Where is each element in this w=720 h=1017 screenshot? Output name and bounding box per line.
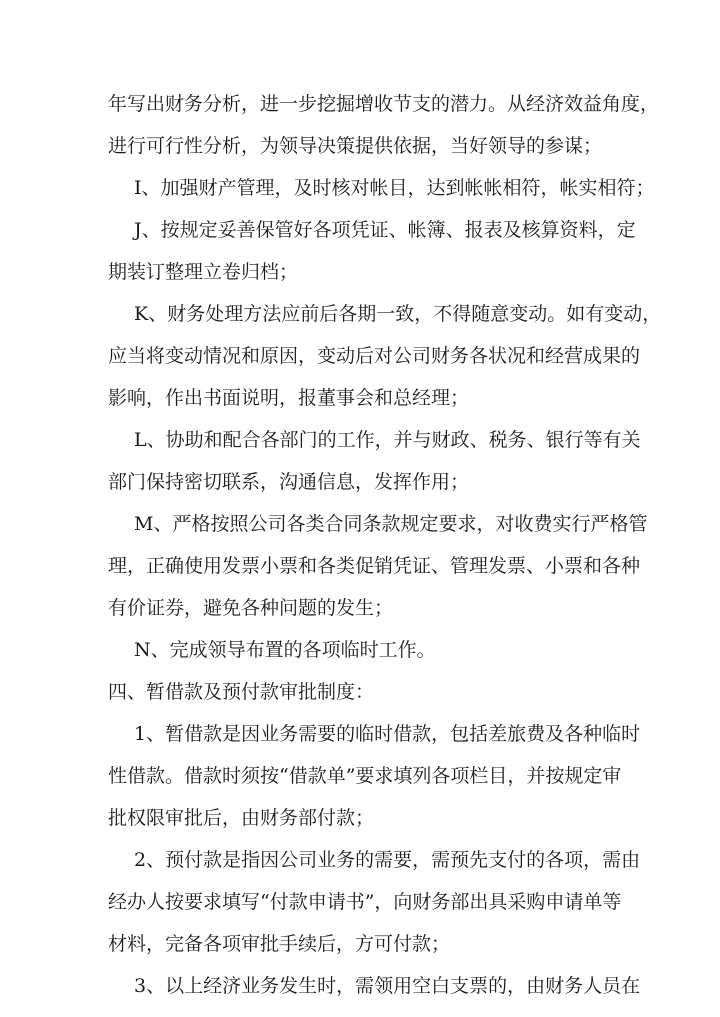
paragraph-k: K、财务处理方法应前后各期一致，不得随意变动。如有变动，: [134, 303, 662, 325]
paragraph-m: M、严格按照公司各类合同条款规定要求，对收费实行严格管: [134, 513, 648, 535]
text-line: 影响，作出书面说明，报董事会和总经理；: [108, 387, 470, 409]
text-line: 有价证券，避免各种问题的发生；: [108, 597, 394, 619]
paragraph-n: N、完成领导布置的各项临时工作。: [134, 639, 436, 661]
text-line: 批权限审批后，由财务部付款；: [108, 807, 375, 829]
paragraph-j: J、按规定妥善保管好各项凭证、帐簿、报表及核算资料，定: [134, 219, 636, 241]
text-line: 应当将变动情况和原因，变动后对公司财务各状况和经营成果的: [108, 345, 641, 367]
paragraph-2: 2、预付款是指因公司业务的需要，需预先支付的各项，需由: [134, 849, 641, 871]
text-line: 性借款。借款时须按“借款单”要求填列各项栏目，并按规定审: [108, 765, 622, 787]
text-line: 理，正确使用发票小票和各类促销凭证、管理发票、小票和各种: [108, 555, 641, 577]
text-line: 期装订整理立卷归档；: [108, 261, 299, 283]
text-line: 进行可行性分析，为领导决策提供依据，当好领导的参谋；: [108, 135, 603, 157]
text-line: 经办人按要求填写“付款申请书”，向财务部出具采购申请单等: [108, 891, 622, 913]
paragraph-l: L、协助和配合各部门的工作，并与财政、税务、银行等有关: [134, 429, 641, 451]
paragraph-3: 3、以上经济业务发生时，需领用空白支票的，由财务人员在: [134, 975, 641, 997]
paragraph-1: 1、暂借款是因业务需要的临时借款，包括差旅费及各种临时: [134, 723, 641, 745]
text-line: 部门保持密切联系，沟通信息，发挥作用；: [108, 471, 470, 493]
text-line: 年写出财务分析，进一步挖掘增收节支的潜力。从经济效益角度，: [108, 93, 660, 115]
text-line: 材料，完备各项审批手续后，方可付款；: [108, 933, 451, 955]
section-heading: 四、暂借款及预付款审批制度：: [108, 681, 375, 703]
paragraph-i: I、加强财产管理，及时核对帐目，达到帐帐相符，帐实相符；: [134, 177, 655, 199]
